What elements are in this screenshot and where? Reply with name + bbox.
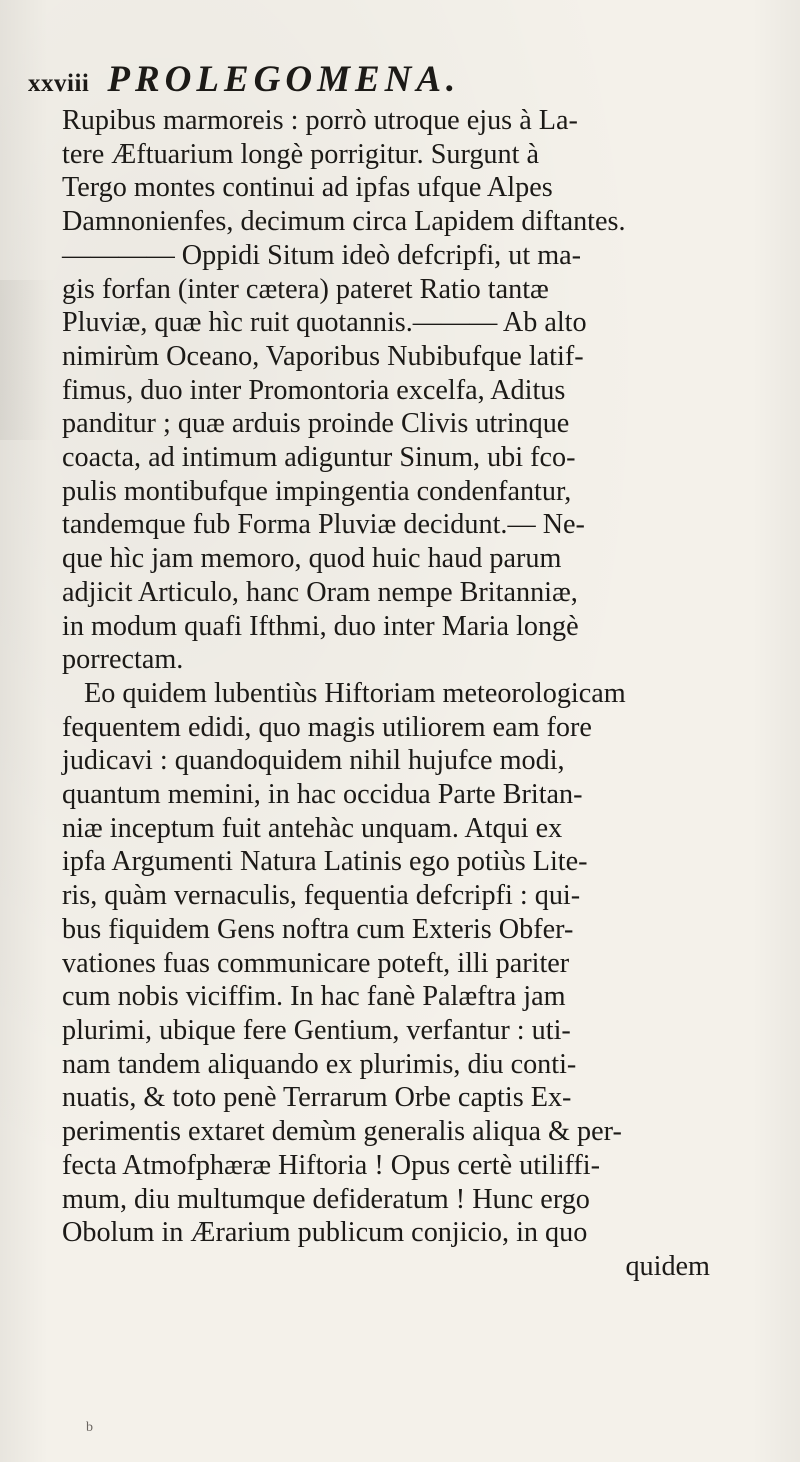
text-line: plurimi, ubique fere Gentium, verfantur : uti- — [62, 1014, 571, 1046]
text-line: gis forfan (inter cætera) pateret Ratio tantæ — [62, 273, 549, 305]
text-line: nimirùm Oceano, Vaporibus Nubibufque latif- — [62, 340, 584, 372]
text-line: in modum quafi Ifthmi, duo inter Maria longè — [62, 610, 579, 642]
catchword: quidem — [625, 1250, 710, 1282]
text-line: vationes fuas communicare poteft, illi pariter — [62, 947, 570, 979]
text-line: niæ inceptum fuit antehàc unquam. Atqui ex — [62, 812, 563, 844]
text-line: nuatis, & toto penè Terrarum Orbe captis Ex- — [62, 1082, 572, 1114]
text-line: pulis montibufque impingentia condenfantur, — [62, 475, 572, 507]
text-line: cum nobis viciffim. In hac fanè Palæftra jam — [62, 981, 566, 1013]
text-line: Pluviæ, quæ hìc ruit quotannis.——— Ab alto — [62, 307, 587, 339]
text-line: bus fiquidem Gens noftra cum Exteris Obfer- — [62, 913, 574, 945]
text-line: fimus, duo inter Promontoria excelfa, Aditus — [62, 374, 566, 406]
paragraph-first-line: Eo quidem lubentiùs Hiftoriam meteorologicam — [84, 677, 626, 709]
text-line: Tergo montes continui ad ipfas ufque Alpes — [62, 172, 553, 204]
text-line: mum, diu multumque defideratum ! Hunc ergo — [62, 1183, 590, 1215]
text-line: perimentis extaret demùm generalis aliqua & per- — [62, 1116, 622, 1148]
text-line: adjicit Articulo, hanc Oram nempe Britanniæ, — [62, 576, 578, 608]
text-line: nam tandem aliquando ex plurimis, diu conti- — [62, 1048, 577, 1080]
text-line: coacta, ad intimum adiguntur Sinum, ubi fco- — [62, 442, 576, 474]
text-line: fequentem edidi, quo magis utiliorem eam fore — [62, 711, 592, 743]
text-line: fecta Atmofphæræ Hiftoria ! Opus certè utiliffi- — [62, 1149, 601, 1181]
text-line: porrectam. — [62, 644, 184, 676]
text-line: tere Æftuarium longè porrigitur. Surgunt à — [62, 138, 540, 170]
signature-mark: b — [86, 1420, 93, 1435]
body-text — [62, 104, 762, 1284]
text-line: ———— Oppidi Situm ideò defcripfi, ut ma- — [62, 239, 582, 271]
text-line: quantum memini, in hac occidua Parte Britan- — [62, 779, 583, 811]
text-line: tandemque fub Forma Pluviæ decidunt.— Ne- — [62, 509, 585, 541]
text-line: ipfa Argumenti Natura Latinis ego potiùs Lite- — [62, 846, 588, 878]
page-number: xxviii — [28, 70, 90, 97]
text-line: Rupibus marmoreis : porrò utroque ejus à La- — [62, 105, 578, 136]
text-line: Damnonienfes, decimum circa Lapidem diftantes. — [62, 206, 626, 238]
page-margin-stain — [0, 280, 55, 440]
text-line: que hìc jam memoro, quod huic haud parum — [62, 543, 562, 575]
running-head: PROLEGOMENA. — [107, 59, 461, 100]
text-line: ris, quàm vernaculis, fequentia defcripfi : qui- — [62, 880, 581, 912]
text-line: panditur ; quæ arduis proinde Clivis utrinque — [62, 408, 570, 440]
text-line: Obolum in Ærarium publicum conjicio, in quo — [62, 1217, 588, 1249]
page-header — [28, 58, 748, 98]
text-line: judicavi : quandoquidem nihil hujufce modi, — [62, 745, 565, 777]
